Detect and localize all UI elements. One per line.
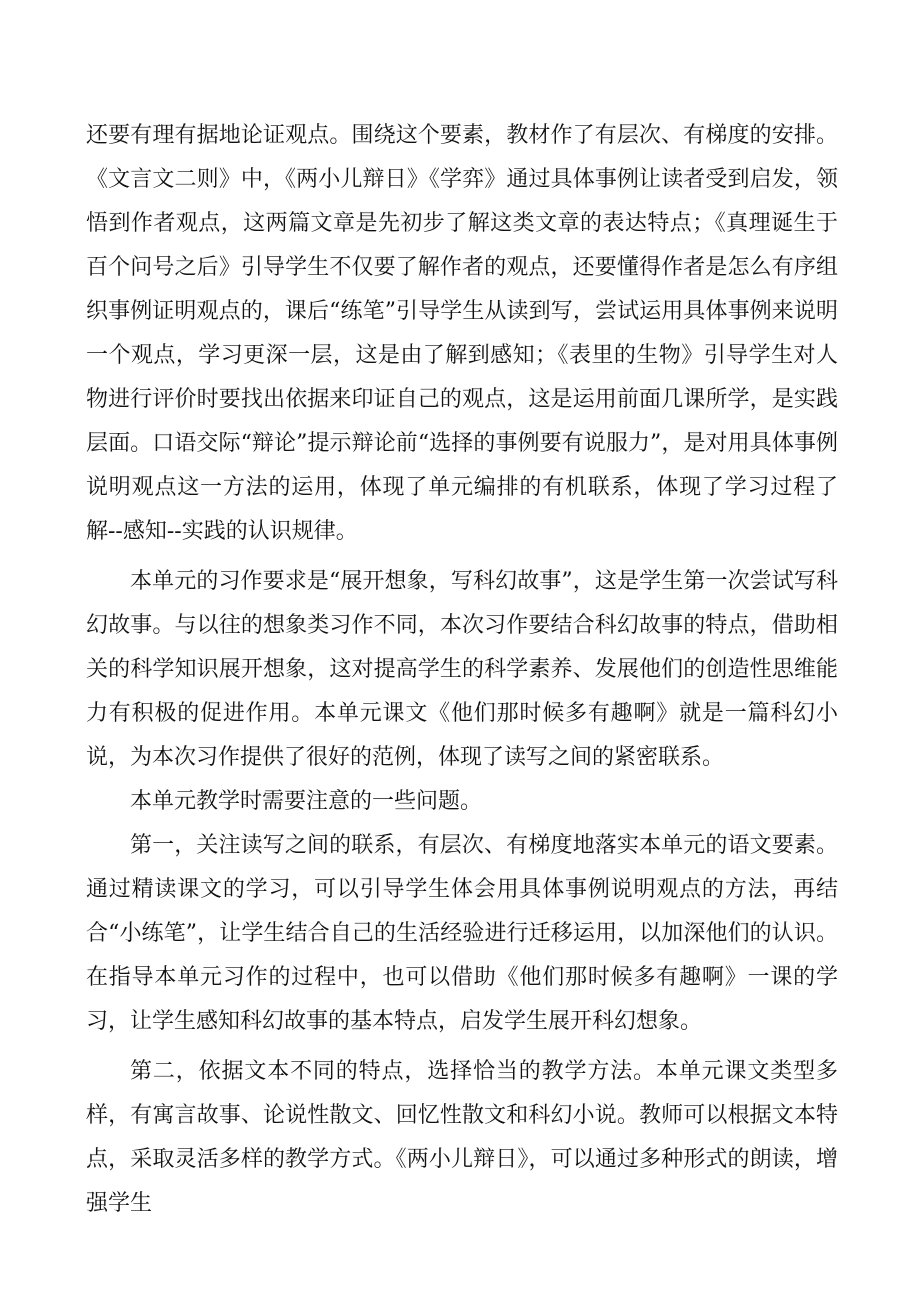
paragraph-teaching-issues-heading: 本单元教学时需要注意的一些问题。 <box>130 789 483 814</box>
document-body <box>86 114 838 1226</box>
paragraph-writing-requirement: 本单元的习作要求是“展开想象，写科幻故事”，这是学生第一次尝试写科幻故事。与以往的想象类习作不同，本次习作要结合科幻故事的特点，借助相关的科学知识展开想象，这对提高学生的科学素养、发展他们的创造性思维能力有积极的促进作用。本单元课文《他们那时候多有趣啊》就是一篇科幻小说，为本次习作提供了很好的范例，体现了读写之间的紧密联系。 <box>86 569 838 770</box>
paragraph-point-one: 第一，关注读写之间的联系，有层次、有梯度地落实本单元的语文要素。通过精读课文的学习，可以引导学生体会用具体事例说明观点的方法，再结合“小练笔”，让学生结合自己的生活经验进行迁移运用，以加深他们的认识。在指导本单元习作的过程中，也可以借助《他们那时候多有趣啊》一课的学习，让学生感知科幻故事的基本特点，启发学生展开科幻想象。 <box>86 833 838 1034</box>
paragraph-argument-continuation: 还要有理有据地论证观点。围绕这个要素，教材作了有层次、有梯度的安排。《文言文二则》中，《两小儿辩日》《学弈》通过具体事例让读者受到启发，领悟到作者观点，这两篇文章是先初步了解这类文章的表达特点；《真理诞生于百个问号之后》引导学生不仅要了解作者的观点，还要懂得作者是怎么有序组织事例证明观点的，课后“练笔”引导学生从读到写，尝试运用具体事例来说明一个观点，学习更深一层，这是由了解到感知；《表里的生物》引导学生对人物进行评价时要找出依据来印证自己的观点，这是运用前面几课所学，是实践层面。口语交际“辩论”提示辩论前“选择的事例要有说服力”，是对用具体事例说明观点这一方法的运用，体现了单元编排的有机联系，体现了学习过程了解--感知--实践的认识规律。 <box>86 123 838 544</box>
paragraph-point-two: 第二，依据文本不同的特点，选择恰当的教学方法。本单元课文类型多样，有寓言故事、论说性散文、回忆性散文和科幻小说。教师可以根据文本特点，采取灵活多样的教学方式。《两小儿辩日》，可以通过多种形式的朗读，增强学生 <box>86 1059 838 1216</box>
